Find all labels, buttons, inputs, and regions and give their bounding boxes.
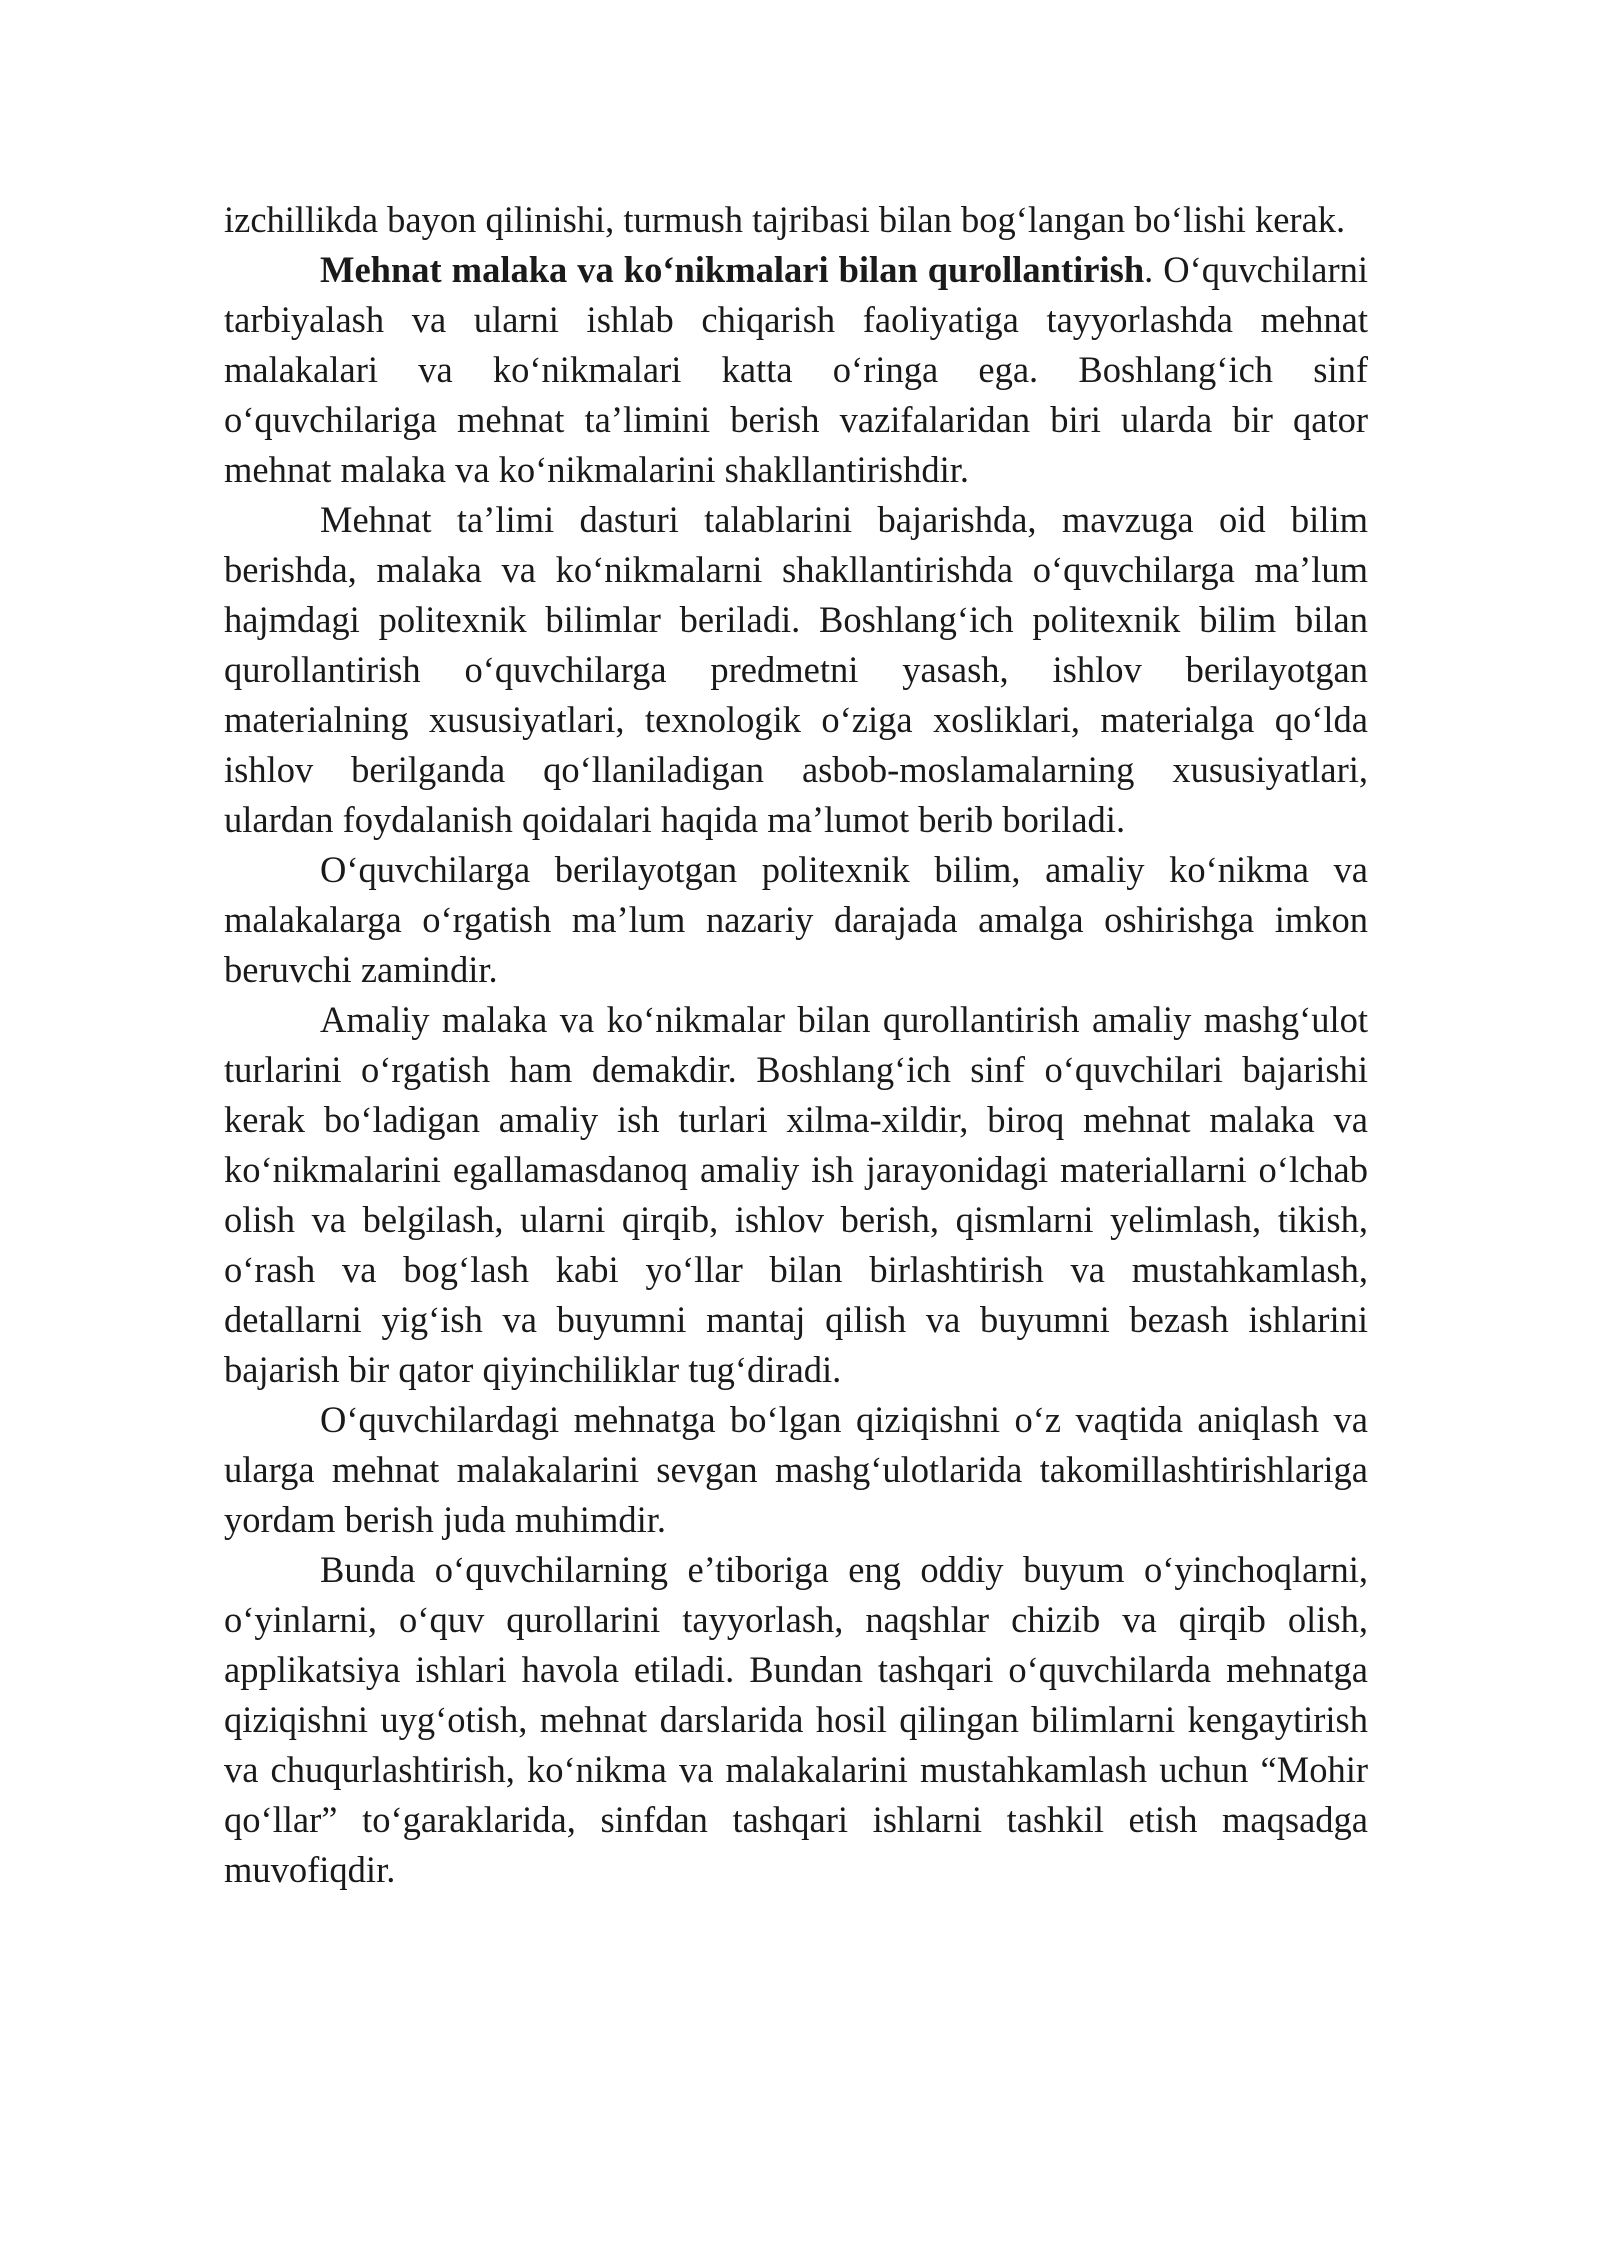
paragraph-practical-skills: Amaliy malaka va ko‘nikmalar bilan qurollantirish amaliy mashg‘ulot turlarini o‘rgatish ham demakdir. Boshlang‘ich sinf o‘quvchilari bajarishi kerak bo‘ladigan amaliy ish turlari xilma-xildir, biroq mehnat malaka va ko‘nikmalarini egallamasdanoq amaliy ish jarayonidagi materiallarni o‘lchab olish va belgilash, ularni qirqib, ishlov berish, qismlarni yelimlash, tikish, o‘rash va bog‘lash kabi yo‘llar bilan birlashtirish va mustahkamlash, detallarni yig‘ish va buyumni mantaj qilish va buyumni bezash ishlarini bajarish bir qator qiyinchiliklar tug‘diradi.: [224, 999, 1368, 1390]
paragraph-polytechnic-knowledge: Mehnat ta’limi dasturi talablarini bajarishda, mavzuga oid bilim berishda, malaka va ko‘nikmalarni shakllantirishda o‘quvchilarga ma’lum hajmdagi politexnik bilimlar beriladi. Boshlang‘ich politexnik bilim bilan qurollantirish o‘quvchilarga predmetni yasash, ishlov berilayotgan materialning xususiyatlari, texnologik o‘ziga xosliklari, materialga qo‘lda ishlov berilganda qo‘llaniladigan asbob-moslamalarning xususiyatlari, ulardan foydalanish qoidalari haqida ma’lumot berib boriladi.: [224, 499, 1368, 840]
paragraph-continuation: izchillikda bayon qilinishi, turmush tajribasi bilan bog‘langan bo‘lishi kerak.: [224, 199, 1346, 240]
document-page: [224, 195, 1368, 1895]
paragraph-interest: O‘quvchilardagi mehnatga bo‘lgan qiziqishni o‘z vaqtida aniqlash va ularga mehnat malakalarini sevgan mashg‘ulotlarida takomillashtirishlariga yordam berish juda muhimdir.: [224, 1399, 1368, 1540]
section-heading-inline: Mehnat malaka va ko‘nikmalari bilan qurollantirish: [320, 249, 1145, 290]
paragraph-skills-heading: [224, 245, 1368, 495]
paragraph-foundation: O‘quvchilarga berilayotgan politexnik bilim, amaliy ko‘nikma va malakalarga o‘rgatish ma’lum nazariy darajada amalga oshirishga imkon beruvchi zamindir.: [224, 849, 1368, 990]
paragraph-text: . O‘quvchilarni tarbiyalash va ularni ishlab chiqarish faoliyatiga tayyorlashda mehnat malakalari va ko‘nikmalari katta o‘ringa ega. Boshlang‘ich sinf o‘quvchilariga mehnat ta’limini berish vazifalaridan biri ularda bir qator mehnat malaka va ko‘nikmalarini shakllantirishdir.: [224, 249, 1368, 490]
paragraph-activities: Bunda o‘quvchilarning e’tiboriga eng oddiy buyum o‘yinchoqlarni, o‘yinlarni, o‘quv qurollarini tayyorlash, naqshlar chizib va qirqib olish, applikatsiya ishlari havola etiladi. Bundan tashqari o‘quvchilarda mehnatga qiziqishni uyg‘otish, mehnat darslarida hosil qilingan bilimlarni kengaytirish va chuqurlashtirish, ko‘nikma va malakalarini mustahkamlash uchun “Mohir qo‘llar” to‘garaklarida, sinfdan tashqari ishlarni tashkil etish maqsadga muvofiqdir.: [224, 1549, 1368, 1890]
